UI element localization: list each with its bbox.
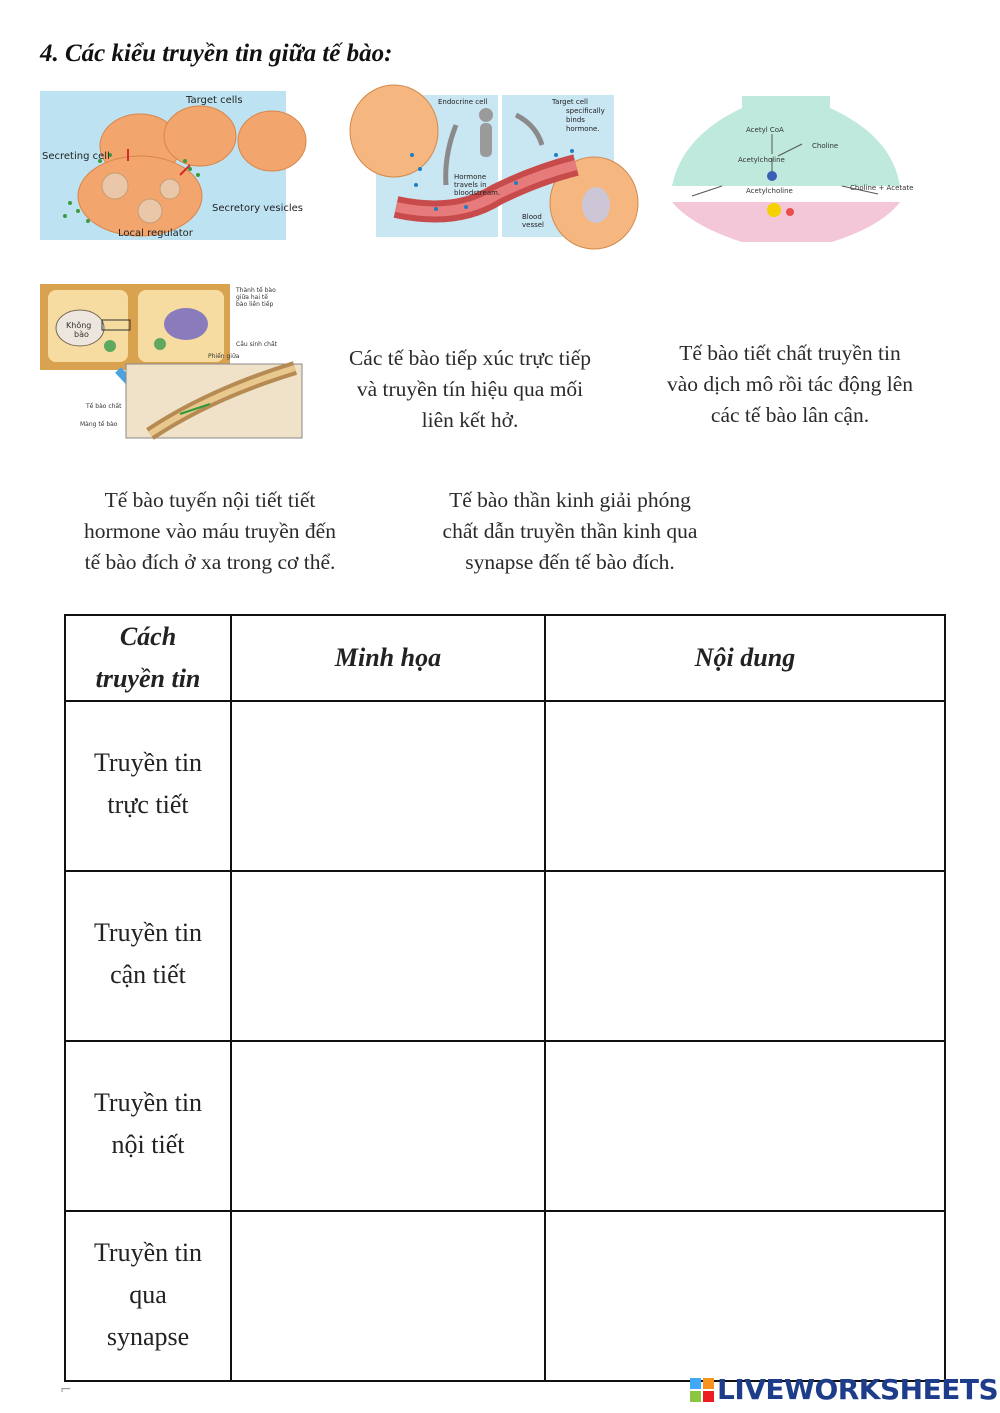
label-secretory-vesicles: Secretory vesicles: [212, 203, 303, 214]
drop-zone-noi-dung[interactable]: [545, 1211, 945, 1381]
label-blood-vessel: Blood: [522, 213, 542, 221]
paracrine-illustration[interactable]: [40, 91, 303, 240]
drop-zone-noi-dung[interactable]: [545, 1041, 945, 1211]
label-hormone-travels-2: travels in: [454, 181, 487, 189]
label-target-cell-2: specifically: [566, 107, 605, 115]
matching-table: [64, 614, 946, 1382]
table-row: [65, 1211, 945, 1381]
drop-zone-minh-hoa[interactable]: [231, 701, 545, 871]
label-khong-bao: Không: [66, 321, 92, 330]
label-target-cell: Target cell: [552, 98, 588, 106]
label-choline-acetate: Choline + Acetate: [850, 184, 914, 192]
label-choline: Choline: [812, 142, 839, 150]
row-label-truc-tiet: Truyền tin trực tiết: [65, 701, 231, 871]
drop-zone-minh-hoa[interactable]: [231, 871, 545, 1041]
label-thanh-te-bao: Thành tế bào: [236, 287, 276, 294]
page-corner-mark: ⌐: [60, 1382, 72, 1398]
label-endocrine-cell: Endocrine cell: [438, 98, 488, 106]
label-te-bao-chat: Tế bào chất: [86, 403, 122, 410]
caption-synapse[interactable]: Tế bào thần kinh giải phóng chất dẫn truyền thần kinh qua synapse đến tế bào đích.: [442, 488, 698, 574]
row-label-noi-tiet: Truyền tin nội tiết: [65, 1041, 231, 1211]
caption-endocrine[interactable]: Tế bào tuyến nội tiết tiết hormone vào máu truyền đến tế bào đích ở xa trong cơ thể.: [84, 488, 336, 574]
header-minh-hoa: Minh họa: [231, 615, 545, 701]
label-thanh-te-bao-3: bào liền tiếp: [236, 301, 274, 308]
liveworksheets-logo: LIVEWORKSHEETS: [690, 1373, 998, 1406]
table-header-row: [65, 615, 945, 701]
caption-paracrine[interactable]: Tế bào tiết chất truyền tin vào dịch mô rồi tác động lên các tế bào lân cận.: [667, 341, 913, 427]
synapse-illustration[interactable]: [662, 96, 914, 242]
label-local-regulator: Local regulator: [118, 228, 193, 239]
caption-direct[interactable]: Các tế bào tiếp xúc trực tiếp và truyền tín hiệu qua mối liên kết hở.: [348, 346, 592, 432]
label-acetyl-coa: Acetyl CoA: [746, 126, 784, 134]
label-target-cell-4: hormone.: [566, 125, 600, 133]
label-target-cell-3: binds: [566, 116, 585, 124]
header-cach-truyen-tin: Cách truyền tin: [65, 615, 231, 701]
label-acetylcholine-1: Acetylcholine: [738, 156, 785, 164]
gap-junction-illustration[interactable]: [40, 284, 302, 440]
liveworksheets-logo-icon: [690, 1378, 714, 1402]
header-noi-dung: Nội dung: [545, 615, 945, 701]
label-thanh-te-bao-2: giữa hai tế: [236, 294, 268, 301]
label-blood-vessel-2: vessel: [522, 221, 544, 229]
table-row: [65, 1041, 945, 1211]
label-acetylcholine-2: Acetylcholine: [746, 187, 793, 195]
row-label-synapse: Truyền tin qua synapse: [65, 1211, 231, 1381]
label-phien-giua: Phiến giữa: [208, 353, 240, 360]
label-hormone-travels: Hormone: [454, 173, 487, 181]
drop-zone-noi-dung[interactable]: [545, 701, 945, 871]
drop-zone-noi-dung[interactable]: [545, 871, 945, 1041]
label-khong-bao-2: bào: [74, 330, 89, 339]
drop-zone-minh-hoa[interactable]: [231, 1041, 545, 1211]
label-cau-sinh-chat: Cầu sinh chất: [236, 341, 278, 348]
label-mang-te-bao: Màng tế bào: [80, 421, 118, 428]
drop-zone-minh-hoa[interactable]: [231, 1211, 545, 1381]
label-secreting-cell: Secreting cell: [42, 151, 110, 162]
endocrine-illustration[interactable]: [376, 95, 614, 237]
label-hormone-travels-3: bloodstream.: [454, 189, 501, 197]
label-target-cells: Target cells: [186, 95, 243, 106]
table-row: [65, 871, 945, 1041]
table-row: [65, 701, 945, 871]
page-title: 4. Các kiểu truyền tin giữa tế bào:: [40, 40, 393, 67]
row-label-can-tiet: Truyền tin cận tiết: [65, 871, 231, 1041]
